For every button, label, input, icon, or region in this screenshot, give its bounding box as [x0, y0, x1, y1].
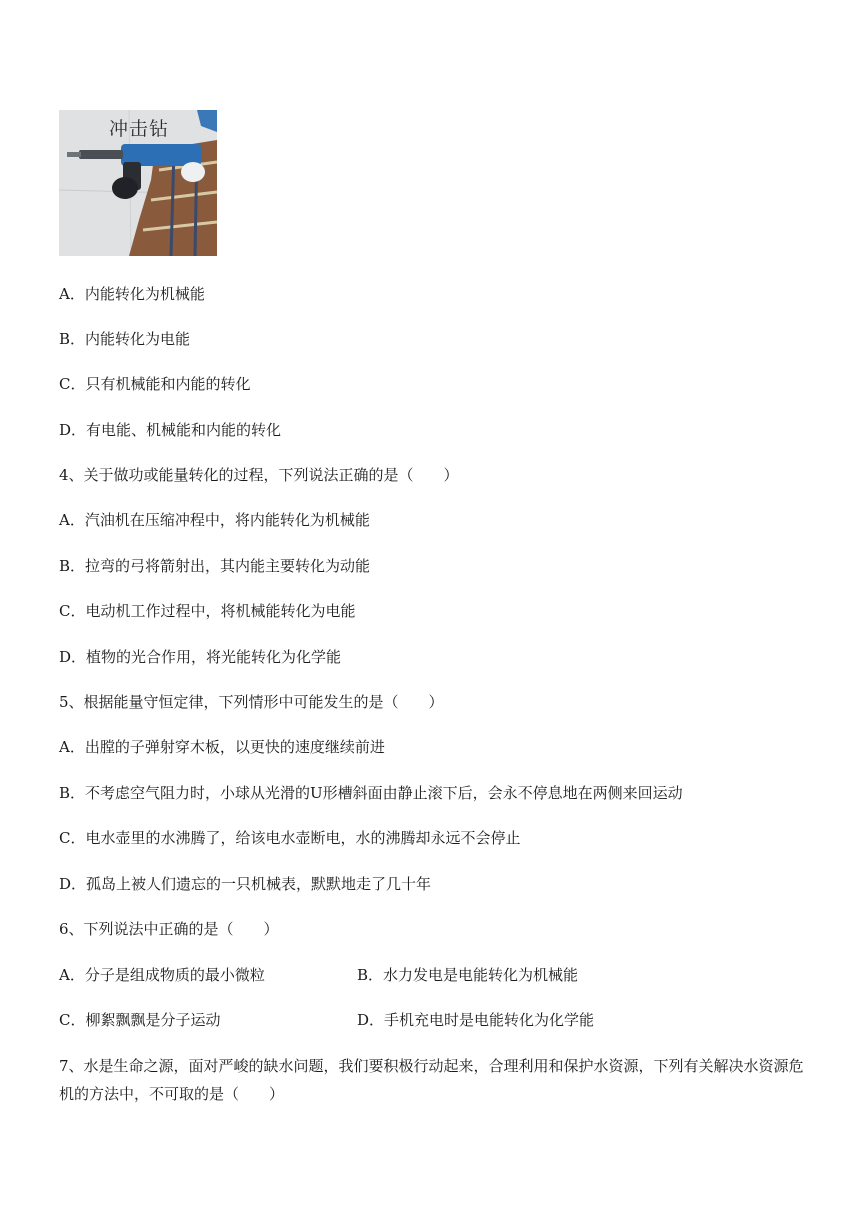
q6-option-b: B．水力发电是电能转化为机械能	[357, 966, 579, 984]
q4-option-b: B．拉弯的弓将箭射出，其内能主要转化为动能	[59, 557, 371, 575]
q5-option-a: A．出膛的子弹射穿木板，以更快的速度继续前进	[59, 738, 385, 756]
q6-option-c: C．柳絮飘飘是分子运动	[59, 1011, 221, 1029]
q6-option-a: A．分子是组成物质的最小微粒	[59, 966, 265, 984]
q3-option-b: B．内能转化为电能	[59, 330, 191, 348]
q5-option-c: C．电水壶里的水沸腾了，给该电水壶断电，水的沸腾却永远不会停止	[59, 829, 521, 847]
q4-stem: 4、关于做功或能量转化的过程，下列说法正确的是（ ）	[59, 466, 459, 484]
q7-stem: 7、水是生命之源，面对严峻的缺水问题，我们要积极行动起来，合理利用和保护水资源，下列有关解决水资源危机的方法中，不可取的是（ ）	[59, 1057, 804, 1103]
q4-option-d: D．植物的光合作用，将光能转化为化学能	[59, 648, 342, 666]
q6-stem: 6、下列说法中正确的是（ ）	[59, 920, 279, 938]
q6-option-d: D．手机充电时是电能转化为化学能	[357, 1011, 595, 1029]
q3-option-a: A．内能转化为机械能	[59, 285, 205, 303]
q5-stem: 5、根据能量守恒定律，下列情形中可能发生的是（ ）	[59, 693, 444, 711]
q3-option-c: C．只有机械能和内能的转化	[59, 375, 251, 393]
q3-option-d: D．有电能、机械能和内能的转化	[59, 421, 282, 439]
q4-option-a: A．汽油机在压缩冲程中，将内能转化为机械能	[59, 511, 370, 529]
impact-drill-figure	[59, 110, 217, 256]
figure-caption: 冲击钻	[109, 118, 170, 140]
q5-option-d: D．孤岛上被人们遗忘的一只机械表，默默地走了几十年	[59, 875, 432, 893]
q5-option-b: B．不考虑空气阻力时，小球从光滑的U形槽斜面由静止滚下后，会永不停息地在两侧来回运动	[59, 784, 683, 802]
q4-option-c: C．电动机工作过程中，将机械能转化为电能	[59, 602, 356, 620]
